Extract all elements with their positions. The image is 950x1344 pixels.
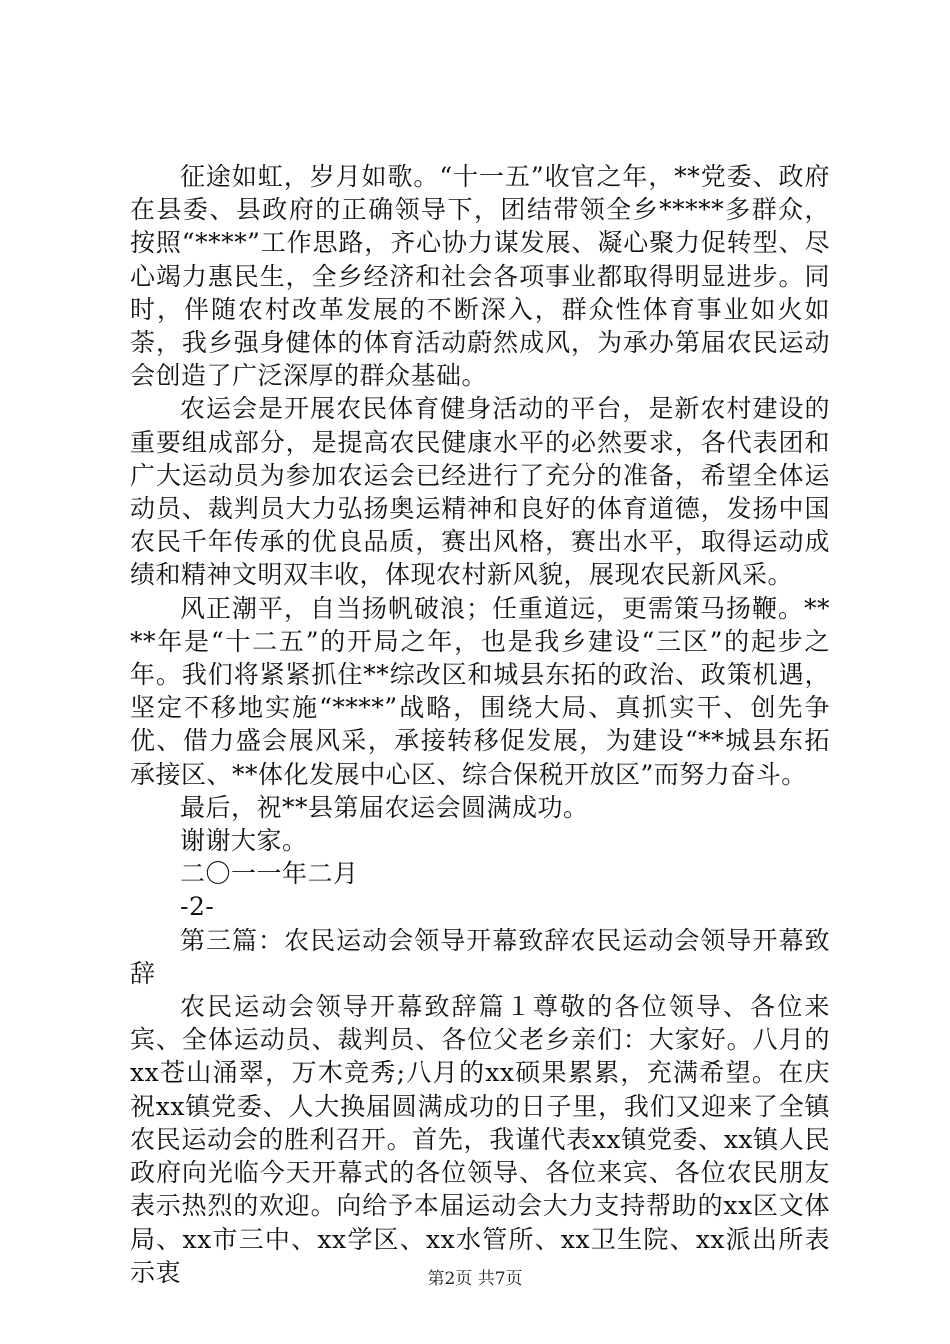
document-body (130, 160, 830, 1289)
paragraph-2: 农运会是开展农民体育健身活动的平台，是新农村建设的重要组成部分，是提高农民健康水平的必然要求，各代表团和广大运动员为参加农运会已经进行了充分的准备，希望全体运动员、裁判员大力弘扬奥运精神和良好的体育道德，发扬中国农民千年传承的优良品质，赛出风格，赛出水平，取得运动成绩和精神文明双丰收，体现农村新风貌，展现农民新风采。 (130, 394, 830, 590)
section-paragraph: 农民运动会领导开幕致辞篇１尊敬的各位领导、各位来宾、全体运动员、裁判员、各位父老乡亲们：大家好。八月的xx苍山涌翠，万木竞秀;八月的xx硕果累累，充满希望。在庆祝xx镇党委、人大换届圆满成功的日子里，我们又迎来了全镇农民运动会的胜利召开。首先，我谨代表xx镇党委、xx镇人民政府向光临今天开幕式的各位领导、各位来宾、各位农民朋友表示热烈的欢迎。向给予本届运动会大力支持帮助的xx区文体局、xx市三中、xx学区、xx水管所、xx卫生院、xx派出所表示衷 (130, 992, 830, 1287)
closing-wish: 最后，祝**县第届农运会圆满成功。 (180, 792, 589, 822)
page-marker: -2- (180, 892, 215, 922)
section-title: 第三篇：农民运动会领导开幕致辞农民运动会领导开幕致辞 (130, 925, 830, 988)
paragraph-1: 征途如虹，岁月如歌。“十一五”收官之年，**党委、政府在县委、县政府的正确领导下，团结带领全乡*****多群众，按照“****”工作思路，齐心协力谋发展、凝心聚力促转型、尽心竭力惠民生，全乡经济和社会各项事业都取得明显进步。同时，伴随农村改革发展的不断深入，群众性体育事业如火如荼，我乡强身健体的体育活动蔚然成风，为承办第届农民运动会创造了广泛深厚的群众基础。 (130, 162, 830, 391)
page-footer: 第2页 共7页 (427, 1269, 523, 1289)
thanks-line: 谢谢大家。 (180, 826, 308, 856)
paragraph-3: 风正潮平，自当扬帆破浪；任重道远，更需策马扬鞭。****年是“十二五”的开局之年，也是我乡建设“三区”的起步之年。我们将紧紧抓住**综改区和城县东拓的政治、政策机遇，坚定不移地实施“****”战略，围绕大局、真抓实干、创先争优、借力盛会展风采，承接转移促发展，为建设“**城县东拓承接区、**体化发展中心区、综合保税开放区”而努力奋斗。 (130, 593, 830, 789)
date-line: 二〇一一年二月 (180, 859, 359, 889)
